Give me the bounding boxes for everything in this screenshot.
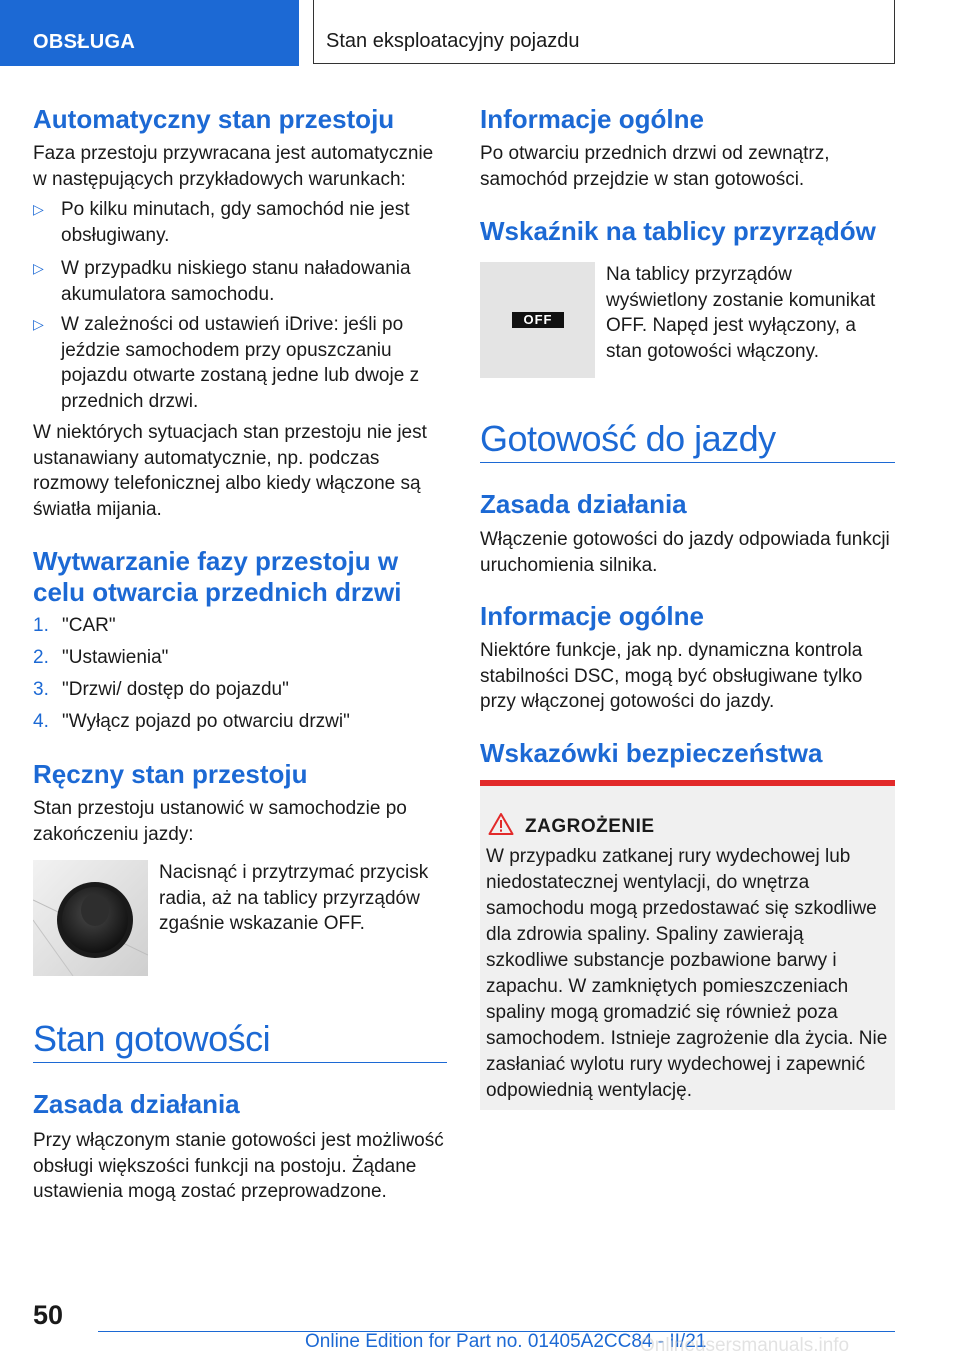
paragraph: Niektóre funkcje, jak np. dynamiczna kontrola stabilności DSC, mogą być obsługiwane tylko przy włączonej gotowości do jazdy. (480, 640, 863, 712)
paragraph: Stan przestoju ustanowić w samochodzie po zakończeniu jazdy: (33, 798, 407, 845)
section-title-principle: Zasada działania (480, 489, 687, 519)
watermark: Onlineusersmanuals.info (640, 1335, 850, 1356)
triangle-bullet-icon: ▷ (33, 201, 44, 217)
topic-tab: Stan eksploatacyjny pojazdu (313, 0, 895, 64)
section-title-safety: Wskazówki bezpieczeństwa (480, 738, 823, 768)
paragraph: Włączenie gotowości do jazdy odpowiada funkcji uruchomienia silnika. (480, 529, 890, 576)
divider (33, 1062, 447, 1063)
figure-caption: Nacisnąć i przytrzymać przycisk radia, aż na tablicy przyrządów zgaśnie wskazanie OFF. (159, 862, 429, 934)
radio-knob-icon (33, 860, 148, 976)
section-title-indicator: Wskaźnik na tablicy przyrządów (480, 216, 876, 246)
section-tab: OBSŁUGA (0, 0, 299, 66)
section-title-automatic-idle: Automatyczny stan przestoju (33, 104, 395, 134)
triangle-bullet-icon: ▷ (33, 316, 44, 332)
paragraph: W niektórych sytuacjach stan przestoju nie jest ustanawiany automatycznie, np. podczas rozmowy telefonicznej albo kiedy włączone są światła mijania. (33, 422, 427, 520)
paragraph: Po otwarciu przednich drzwi od zewnątrz, samochód przejdzie w stan gotowości. (480, 143, 830, 190)
off-indicator-figure (480, 262, 595, 378)
warning-box (480, 780, 895, 1110)
radio-button-figure (33, 860, 148, 976)
warning-text: W przypadku zatkanej rury wydechowej lub niedostatecznej wentylacji, do wnętrza samochodu mogą przedostawać się szkodliwe dla zdrowia spaliny. Spaliny zawierają szkodliwe substancje pozbawione barwy i zapachu. W zamkniętych pomieszczeniach spaliny mogą gromadzić się również poza samochodem. Istnieje zagrożenie dla życia. Nie zasłaniać wylotu rury wydechowej i zapewnić odpowiednią wentylację. (486, 846, 888, 1101)
section-title-general-info: Informacje ogólne (480, 104, 704, 134)
figure-caption: Na tablicy przyrządów wyświetlony zostanie komunikat OFF. Napęd jest wyłączony, a stan gotowości włączony. (606, 264, 876, 362)
section-title-manual-idle: Ręczny stan przestoju (33, 759, 308, 789)
section-title-general-info: Informacje ogólne (480, 601, 704, 631)
page-header (0, 0, 960, 66)
warning-triangle-icon (488, 812, 514, 836)
off-indicator: OFF (512, 312, 564, 328)
triangle-bullet-icon: ▷ (33, 260, 44, 276)
chapter-title-standby: Stan gotowości (33, 1018, 271, 1059)
page-number: 50 (33, 1300, 64, 1330)
warning-title: ZAGROŻENIE (525, 816, 655, 837)
section-title-front-doors-l2: celu otwarcia przednich drzwi (33, 577, 402, 607)
footer-edition: Online Edition for Part no. 01405A2CC84 - II/21 (305, 1331, 707, 1352)
section-title-front-doors-l1: Wytwarzanie fazy przestoju w (33, 546, 399, 576)
paragraph: Faza przestoju przywracana jest automatycznie w następujących przykładowych warunkach: (33, 143, 434, 190)
paragraph: Przy włączonym stanie gotowości jest możliwość obsługi większości funkcji na postoju. Żądane ustawienia mogą zostać przeprowadzone. (33, 1130, 444, 1202)
section-title-principle: Zasada działania (33, 1089, 240, 1119)
chapter-title-drive-ready: Gotowość do jazdy (480, 418, 776, 459)
divider (480, 462, 895, 463)
